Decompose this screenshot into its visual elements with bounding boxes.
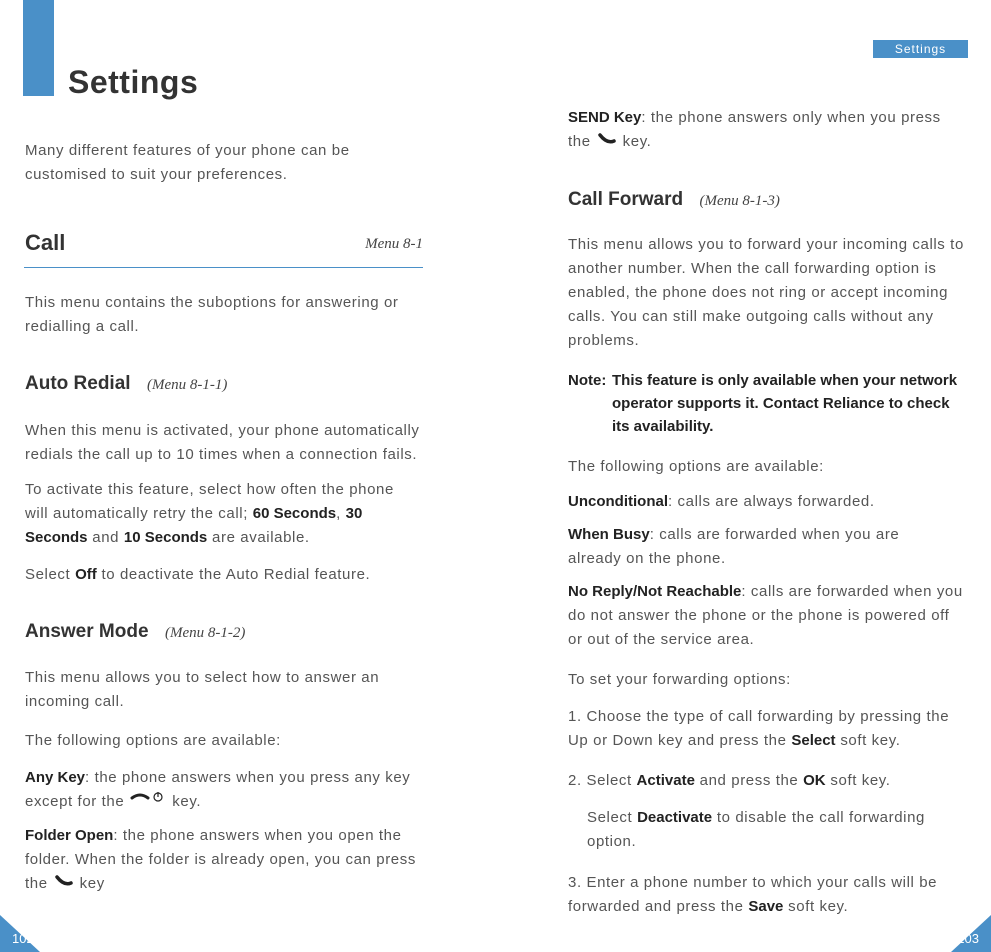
call-forward-para1: This menu allows you to forward your incoming calls to another number. When the call forwarding option is enabled, the phone does not ring or accept incoming calls. You can still make outgoing calls without any problems. bbox=[568, 236, 964, 349]
call-heading-row bbox=[25, 230, 423, 256]
note-block bbox=[568, 369, 968, 438]
select-softkey: Select bbox=[791, 732, 836, 749]
send-key-end: key. bbox=[622, 133, 652, 150]
no-reply-option bbox=[568, 580, 968, 652]
unconditional-option bbox=[568, 490, 968, 514]
when-busy-label: When Busy bbox=[568, 526, 650, 543]
step-3 bbox=[568, 871, 958, 919]
folder-open-end: key bbox=[79, 875, 105, 892]
any-key-end: key. bbox=[172, 793, 202, 810]
phone-end-power-icon bbox=[130, 790, 166, 814]
page-title: Settings bbox=[68, 64, 199, 100]
page-number-left: 102 bbox=[12, 931, 34, 946]
section-divider bbox=[24, 267, 423, 268]
ok-softkey: OK bbox=[803, 772, 826, 789]
auto-redial-para2 bbox=[25, 478, 415, 550]
step-2-sub bbox=[587, 806, 957, 854]
send-key-label: SEND Key bbox=[568, 109, 642, 126]
unconditional-text: : calls are always forwarded. bbox=[668, 493, 875, 510]
para3-text: Select bbox=[25, 566, 76, 583]
step2-text: 2. Select bbox=[568, 772, 637, 789]
no-reply-label: No Reply/Not Reachable bbox=[568, 583, 742, 600]
call-forward-heading: Call Forward bbox=[568, 189, 684, 210]
folder-open-text: : the phone answers when you open the folder. When the folder is already open, you can press the bbox=[25, 827, 416, 892]
step-1 bbox=[568, 705, 963, 753]
auto-redial-heading: Auto Redial bbox=[25, 373, 131, 394]
unconditional-label: Unconditional bbox=[568, 493, 668, 510]
when-busy-option bbox=[568, 523, 938, 571]
any-key-text: : the phone answers when you press any key except for the bbox=[25, 769, 411, 810]
answer-mode-para2: The following options are available: bbox=[25, 732, 281, 749]
sidebar-accent-bar bbox=[23, 0, 54, 96]
send-key-option bbox=[568, 106, 963, 154]
deactivate-option: Deactivate bbox=[637, 809, 713, 826]
call-menu-ref: Menu 8-1 bbox=[365, 236, 423, 252]
folder-open-label: Folder Open bbox=[25, 827, 114, 844]
para2-text: To activate this feature, select how often the phone will automatically retry the call; bbox=[25, 481, 394, 522]
call-heading: Call bbox=[25, 230, 66, 255]
options-intro: The following options are available: bbox=[568, 458, 824, 475]
send-key-text: : the phone answers only when you press the bbox=[568, 109, 941, 150]
phone-send-icon bbox=[597, 130, 617, 154]
chapter-tab: Settings bbox=[873, 40, 968, 58]
auto-redial-heading-row bbox=[25, 373, 227, 395]
step2-mid: and press the bbox=[694, 772, 804, 789]
any-key-option bbox=[25, 766, 425, 814]
para2-end: are available. bbox=[207, 529, 310, 546]
note-label: Note: bbox=[568, 372, 607, 389]
answer-mode-para1: This menu allows you to select how to answer an incoming call. bbox=[25, 669, 380, 710]
step3-text: 3. Enter a phone number to which your calls will be forwarded and press the bbox=[568, 874, 938, 915]
call-forward-menu-ref: (Menu 8-1-3) bbox=[699, 193, 780, 209]
answer-mode-menu-ref: (Menu 8-1-2) bbox=[164, 625, 246, 641]
set-intro: To set your forwarding options: bbox=[568, 671, 791, 688]
para2-and: and bbox=[87, 529, 124, 546]
auto-redial-para3 bbox=[25, 563, 415, 587]
call-description: This menu contains the suboptions for answering or redialling a call. bbox=[25, 294, 399, 335]
para3-end: to deactivate the Auto Redial feature. bbox=[96, 566, 371, 583]
option-10-seconds: 10 Seconds bbox=[123, 529, 208, 546]
folder-open-option bbox=[25, 824, 425, 896]
option-off: Off bbox=[75, 566, 97, 583]
option-60-seconds: 60 Seconds bbox=[252, 505, 337, 522]
note-text: This feature is only available when your network operator supports it. Contact Reliance to check its availability. bbox=[612, 372, 958, 435]
answer-mode-heading: Answer Mode bbox=[25, 621, 149, 642]
answer-mode-heading-row bbox=[25, 621, 245, 643]
any-key-label: Any Key bbox=[25, 769, 86, 786]
intro-text: Many different features of your phone can be customised to suit your preferences. bbox=[25, 142, 350, 183]
phone-send-icon bbox=[54, 872, 74, 896]
step1-end: soft key. bbox=[835, 732, 901, 749]
page-number-right: 103 bbox=[957, 931, 979, 946]
when-busy-text: : calls are forwarded when you are already on the phone. bbox=[568, 526, 900, 567]
call-forward-heading-row bbox=[568, 189, 780, 211]
auto-redial-para1: When this menu is activated, your phone automatically redials the call up to 10 times when a connection fails. bbox=[25, 422, 420, 463]
step2-sub-text: Select bbox=[587, 809, 638, 826]
step2-end: soft key. bbox=[825, 772, 891, 789]
step2-sub-end: to disable the call forwarding option. bbox=[587, 809, 925, 850]
step1-text: 1. Choose the type of call forwarding by pressing the Up or Down key and press the bbox=[568, 708, 950, 749]
option-30-seconds: 30 Seconds bbox=[25, 505, 363, 546]
para2-sep: , bbox=[336, 505, 346, 522]
step-2 bbox=[568, 769, 968, 793]
auto-redial-menu-ref: (Menu 8-1-1) bbox=[147, 377, 228, 393]
no-reply-text: : calls are forwarded when you do not answer the phone or the phone is powered off or out of the service area. bbox=[568, 583, 963, 648]
activate-option: Activate bbox=[636, 772, 695, 789]
step3-end: soft key. bbox=[783, 898, 849, 915]
save-softkey: Save bbox=[748, 898, 784, 915]
